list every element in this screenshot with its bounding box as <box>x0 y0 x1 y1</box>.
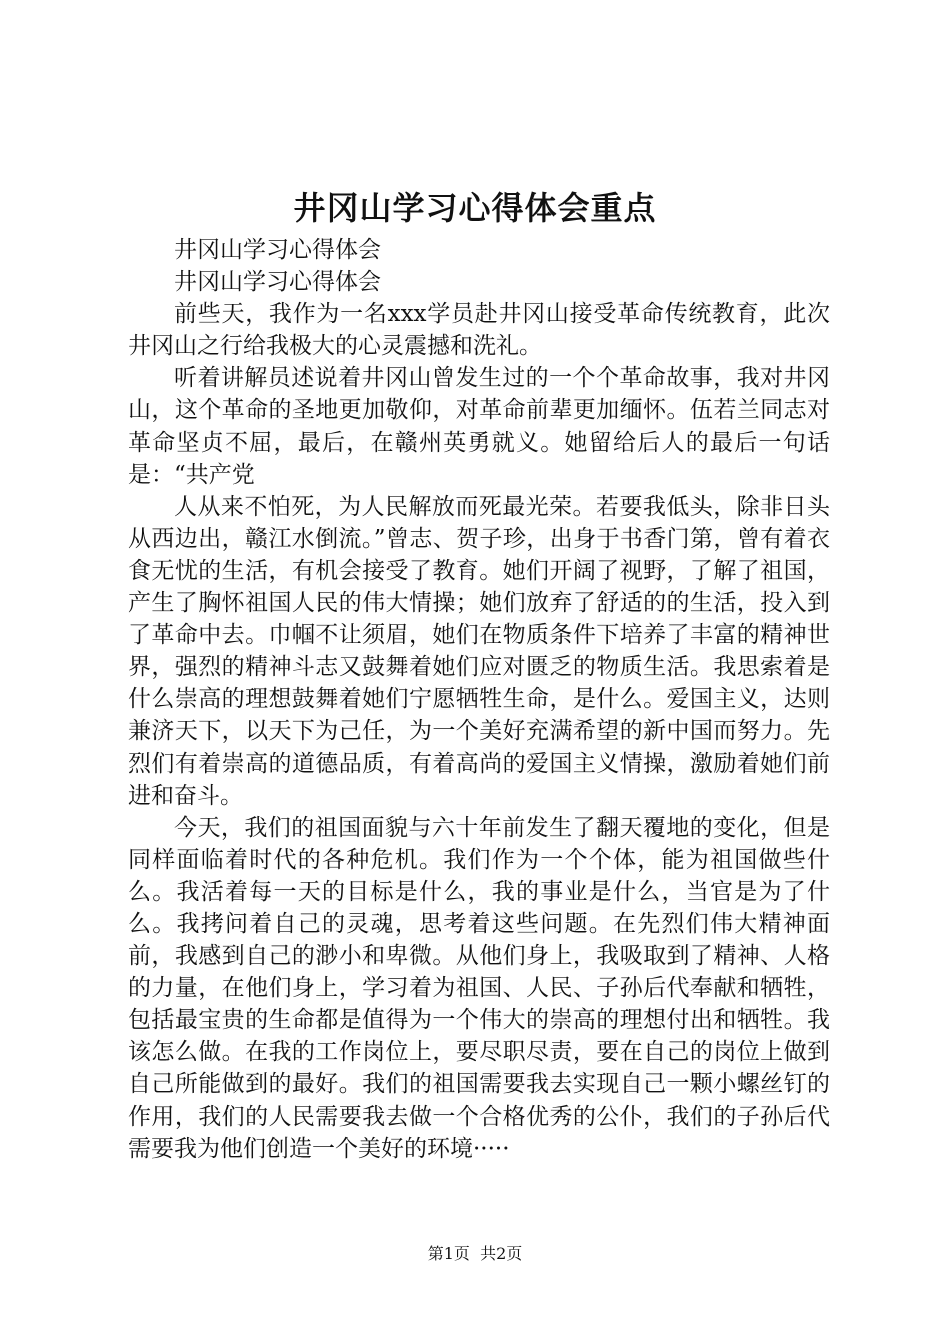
page-total: 共2页 <box>480 1244 523 1263</box>
page-footer <box>0 1242 950 1266</box>
paragraph: 前些天，我作为一名xxx学员赴井冈山接受革命传统教育，此次井冈山之行给我极大的心灵震撼和洗礼。 <box>128 301 830 360</box>
paragraph: 听着讲解员述说着井冈山曾发生过的一个个革命故事，我对井冈山，这个革命的圣地更加敬仰，对革命前辈更加缅怀。伍若兰同志对革命坚贞不屈，最后，在赣州英勇就义。她留给后人的最后一句话是：“共产党 <box>128 365 830 488</box>
footer-spacer <box>470 1244 480 1263</box>
document-body <box>128 234 830 1165</box>
paragraph: 井冈山学习心得体会 <box>174 237 381 263</box>
document-title: 井冈山学习心得体会重点 <box>293 189 657 227</box>
paragraph: 今天，我们的祖国面貌与六十年前发生了翻天覆地的变化，但是同样面临着时代的各种危机。我们作为一个个体，能为祖国做些什么。我活着每一天的目标是什么，我的事业是什么，当官是为了什么。我拷问着自己的灵魂，思考着这些问题。在先烈们伟大精神面前，我感到自己的渺小和卑微。从他们身上，我吸取到了精神、人格的力量，在他们身上，学习着为祖国、人民、子孙后代奉献和牺牲，包括最宝贵的生命都是值得为一个伟大的崇高的理想付出和牺牲。我该怎么做。在我的工作岗位上，要尽职尽责，要在自己的岗位上做到自己所能做到的最好。我们的祖国需要我去实现自己一颗小螺丝钉的作用，我们的人民需要我去做一个合格优秀的公仆，我们的子孙后代需要我为他们创造一个美好的环境····· <box>128 814 830 1162</box>
paragraph: 人从来不怕死，为人民解放而死最光荣。若要我低头，除非日头从西边出，赣江水倒流。”曾志、贺子珍，出身于书香门第，曾有着衣食无忧的生活，有机会接受了教育。她们开阔了视野，了解了祖国，产生了胸怀祖国人民的伟大情操；她们放弃了舒适的的生活，投入到了革命中去。巾帼不让须眉，她们在物质条件下培养了丰富的精神世界，强烈的精神斗志又鼓舞着她们应对匮乏的物质生活。我思索着是什么崇高的理想鼓舞着她们宁愿牺牲生命，是什么。爱国主义，达则兼济天下，以天下为己任，为一个美好充满希望的新中国而努力。先烈们有着崇高的道德品质，有着高尚的爱国主义情操，激励着她们前进和奋斗。 <box>128 493 830 809</box>
page-number: 第1页 <box>427 1244 470 1263</box>
paragraph: 井冈山学习心得体会 <box>174 269 381 296</box>
